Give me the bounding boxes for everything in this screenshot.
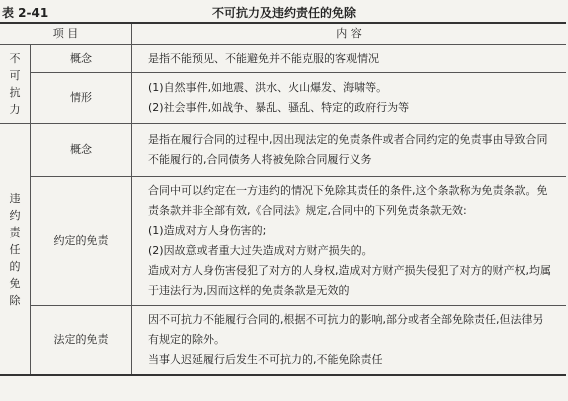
row-content: (1)自然事件,如地震、洪水、火山爆发、海啸等。 (2)社会事件,如战争、暴乱、骚乱、特定的政府行为等 (132, 73, 567, 124)
table-row (0, 45, 566, 73)
table-row (0, 306, 566, 376)
exemption-table (0, 22, 566, 376)
row-label: 概念 (31, 124, 132, 177)
table-title: 不可抗力及违约责任的免除 (211, 6, 356, 20)
row-label: 概念 (31, 45, 132, 73)
row-content: 是指在履行合同的过程中,因出现法定的免责条件或者合同约定的免责事由导致合同不能履行的,合同债务人将被免除合同履行义务 (132, 124, 567, 177)
row-content: 因不可抗力不能履行合同的,根据不可抗力的影响,部分或者全部免除责任,但法律另有规定的除外。 当事人迟延履行后发生不可抗力的,不能免除责任 (132, 306, 567, 376)
header-row (0, 23, 566, 45)
row-content: 是指不能预见、不能避免并不能克服的客观情况 (132, 45, 567, 73)
table-row (0, 124, 566, 177)
table-number: 表 2-41 (2, 6, 49, 20)
row-content: 合同中可以约定在一方违约的情况下免除其责任的条件,这个条款称为免责条款。免责条款并非全部有效,《合同法》规定,合同中的下列免责条款无效: (1)造成对方人身伤害的; (2)因故意或者重大过失造成对方财产损失的。 造成对方人身伤害侵犯了对方的人身权,造成对方财产损失侵犯了对方的财产权,均属于违法行为,因而这样的免责条款是无效的 (132, 177, 567, 306)
row-label: 法定的免责 (31, 306, 132, 376)
table-row (0, 73, 566, 124)
section-label-force-majeure: 不可抗力 (0, 45, 31, 124)
table-caption (0, 4, 568, 22)
header-content: 内 容 (132, 23, 567, 45)
row-label: 情形 (31, 73, 132, 124)
section-label-liability-exemption: 违约责任的免除 (0, 124, 31, 376)
header-item: 项 目 (0, 23, 132, 45)
table-row (0, 177, 566, 306)
row-label: 约定的免责 (31, 177, 132, 306)
